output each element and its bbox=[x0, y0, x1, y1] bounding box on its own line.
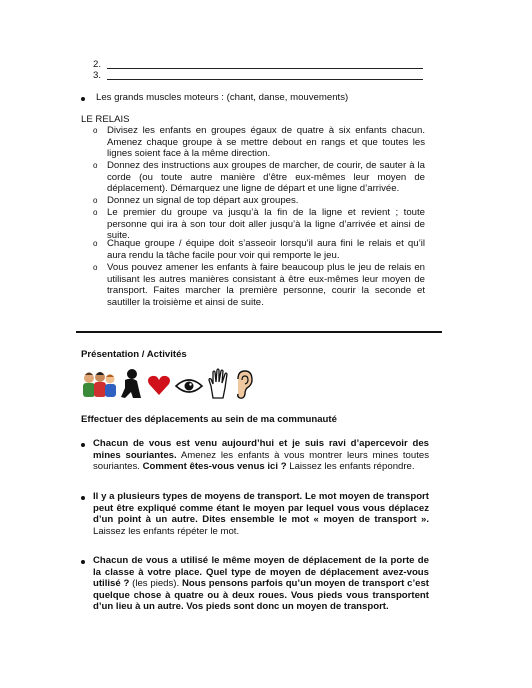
blank-rule bbox=[107, 68, 423, 69]
paragraph-bold-text: Il y a plusieurs types de moyens de transport. Le mot moyen de transport peut être expliqué comme étant le moyen par lequel vous vous déplacez d’un point à un autre. Dites ensemble le mot « moyen de transport ». bbox=[93, 491, 429, 526]
presentation-heading: Présentation / Activités bbox=[81, 349, 187, 360]
heart-icon bbox=[147, 374, 171, 396]
relais-item-text: Donnez des instructions aux groupes de marcher, de courir, de sauter à la corde (ou toute autre manière d’être eux-mêmes leur moyen de déplacement). Démarquez une ligne de départ et une ligne d’arrivée. bbox=[107, 160, 425, 195]
section-divider bbox=[76, 331, 442, 333]
blank-rule bbox=[107, 79, 423, 80]
relais-heading: LE RELAIS bbox=[81, 114, 130, 125]
line-number: 2. bbox=[93, 59, 102, 70]
numbered-line-3 bbox=[93, 70, 423, 81]
numbered-line-2 bbox=[93, 59, 423, 70]
paragraph-bold-text: Chacun de vous est venu aujourd’hui et je suis ravi d’apercevoir des mines souriantes. bbox=[93, 438, 429, 461]
paragraph-bold-text: Nous pensons parfois qu’un moyen de transport c’est quelque chose à quatre ou à deux roues. Vous pieds vous transportent d’un lieu à un autre. Vos pieds sont donc un moyen de transport. bbox=[93, 578, 429, 613]
paragraph-3 bbox=[93, 555, 429, 613]
children-group-icon bbox=[81, 370, 117, 400]
paragraph-2 bbox=[93, 491, 429, 537]
bullet-dot bbox=[81, 560, 85, 564]
circle-marker: o bbox=[93, 239, 98, 248]
relais-item-text: Le premier du groupe va jusqu’à la fin de la ligne et revient ; toute personne qui ira à son tour doit aller jusqu’à la ligne d’arrivée et ainsi de suite. bbox=[107, 207, 425, 242]
bullet-dot bbox=[81, 97, 85, 101]
bullet-dot bbox=[81, 496, 85, 500]
relais-item-text: Chaque groupe / équipe doit s’asseoir lorsqu’il aura fini le relais et qu’il aura rendu la tâche facile pour voir qui remporte le jeu. bbox=[107, 238, 425, 261]
eye-icon bbox=[175, 378, 203, 394]
kneeling-child-icon bbox=[119, 368, 143, 400]
line-number: 3. bbox=[93, 70, 102, 81]
relais-item-text: Donnez un signal de top départ aux groupes. bbox=[107, 195, 299, 206]
paragraph-bold-text: Chacun de vous a utilisé le même moyen de déplacement de la porte de la classe à votre place. Quel type de moyen de déplacement avez-vous utilisé ? bbox=[93, 555, 429, 590]
paragraph-text: Amenez les enfants à vous montrer leurs mines toutes souriantes. bbox=[93, 449, 430, 473]
relais-item-text: Divisez les enfants en groupes égaux de quatre à six enfants chacun. Amenez chaque groupe à se mettre debout en rangs et que toutes les lignes soient face à la même direction. bbox=[107, 125, 425, 160]
senses-icon-row bbox=[81, 368, 281, 400]
circle-marker: o bbox=[93, 126, 98, 135]
paragraph-text: (les pieds). bbox=[129, 578, 182, 590]
circle-marker: o bbox=[93, 263, 98, 272]
muscles-bullet-text: Les grands muscles moteurs : (chant, danse, mouvements) bbox=[96, 92, 349, 103]
ear-icon bbox=[233, 370, 253, 400]
relais-item-text: Vous pouvez amener les enfants à faire beaucoup plus le jeu de relais en utilisant les autres manières consistant à être eux-mêmes leur moyen de transport. Faites marcher la première personne, courir la seconde et sautiller la troisième et ainsi de suite. bbox=[107, 262, 425, 308]
circle-marker: o bbox=[93, 208, 98, 217]
circle-marker: o bbox=[93, 196, 98, 205]
section-heading: Effectuer des déplacements au sein de ma communauté bbox=[81, 414, 337, 425]
paragraph-text: Laissez les enfants répondre. bbox=[286, 461, 415, 473]
paragraph-bold-text: Comment êtes-vous venus ici ? bbox=[142, 461, 287, 473]
circle-marker: o bbox=[93, 161, 98, 170]
bullet-dot bbox=[81, 443, 85, 447]
hand-icon bbox=[207, 368, 229, 400]
paragraph-text: Laissez les enfants répéter le mot. bbox=[93, 525, 240, 537]
paragraph-1 bbox=[93, 438, 429, 473]
